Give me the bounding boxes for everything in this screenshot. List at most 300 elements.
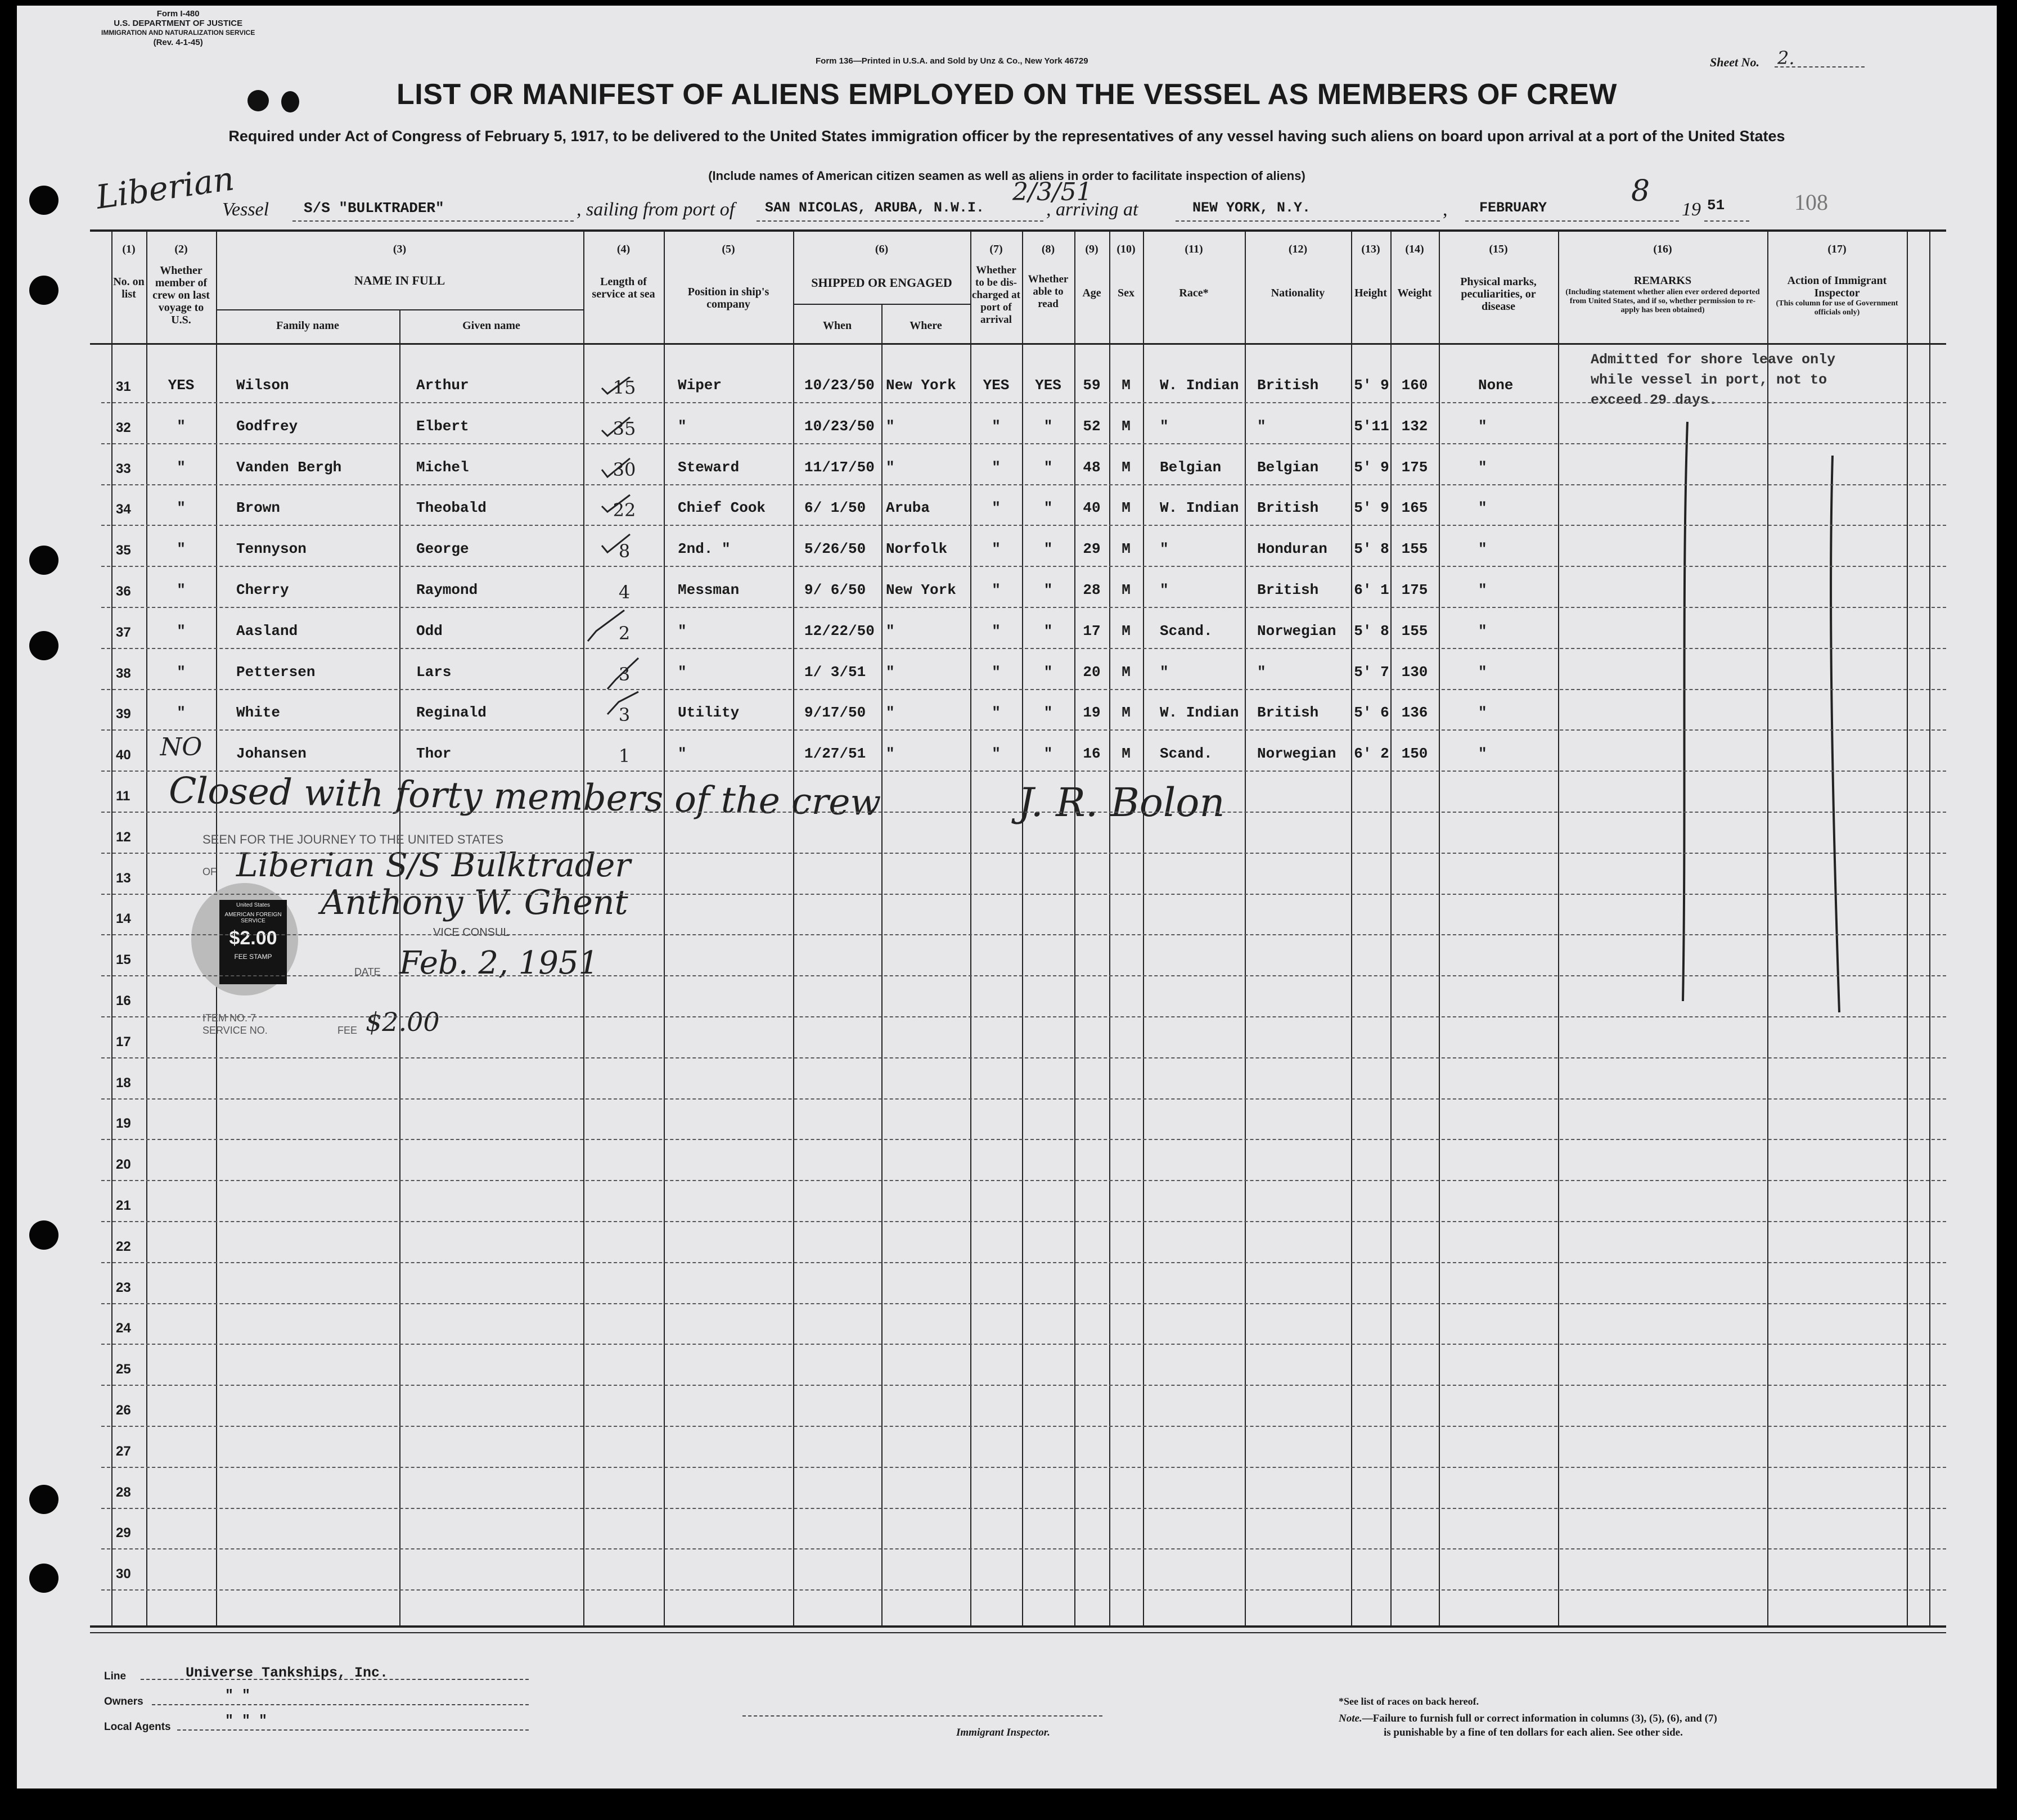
col-header-weight: Weight (1397, 287, 1432, 299)
cell-where: New York (886, 582, 956, 598)
cell-family: Vanden Bergh (236, 459, 342, 476)
inspector-label: Immigrant Inspector. (956, 1727, 1050, 1738)
cell-height: 5' 9 (1354, 459, 1389, 476)
col-line (1109, 229, 1110, 1628)
arrival-date-line (1465, 220, 1679, 222)
row-rule (101, 1262, 1946, 1263)
cell-nationality: " (1257, 418, 1266, 435)
cell-where: " (886, 745, 895, 762)
footer-agents-rule (177, 1729, 529, 1731)
cell-sex: M (1122, 499, 1131, 516)
fee-stamp-value: $2.00 (229, 927, 277, 949)
col-num-17: (17) (1827, 243, 1847, 255)
cell-nationality: " (1257, 664, 1266, 681)
cell-prev: " (177, 704, 186, 721)
cell-nationality: Norwegian (1257, 745, 1336, 762)
cell-prev: " (177, 459, 186, 476)
cell-service: 3 (618, 664, 631, 685)
cell-service: 1 (618, 745, 631, 767)
col-line (1245, 229, 1246, 1628)
cell-race: " (1160, 582, 1169, 598)
name-subheader-divider (216, 309, 583, 310)
col-header-no-on-list: No. on list (113, 276, 145, 300)
vessel-name-line (292, 220, 574, 222)
fee-stamp-bottom: FEE STAMP (234, 953, 272, 961)
cell-where: Aruba (886, 499, 930, 516)
cell-age: 19 (1083, 704, 1101, 721)
cell-marks: " (1478, 418, 1487, 435)
cell-discharged: " (992, 499, 1001, 516)
port-to-line (1176, 220, 1440, 222)
binder-hole (29, 631, 58, 660)
port-from-line (757, 220, 1043, 222)
cell-age: 52 (1083, 418, 1101, 435)
col-line (970, 229, 971, 1628)
row-rule (101, 1508, 1946, 1509)
row-number: 36 (116, 584, 131, 599)
empty-row-number: 18 (116, 1075, 131, 1091)
remarks-text: Admitted for shore leave only while vessel in port, not to exceed 29 days. (1591, 352, 1836, 408)
cell-age: 17 (1083, 623, 1101, 639)
cell-given: Reginald (416, 704, 487, 721)
vice-consul-signature: Anthony W. Ghent (321, 883, 628, 922)
fee-stamp (219, 900, 287, 984)
cell-given: Theobald (416, 499, 487, 516)
empty-row-number: 29 (116, 1525, 131, 1540)
cell-weight: 155 (1401, 540, 1428, 557)
row-rule (101, 729, 1946, 731)
cell-read: " (1043, 499, 1053, 516)
cell-read: " (1043, 704, 1053, 721)
row-rule (101, 1221, 1946, 1222)
cell-marks: " (1478, 745, 1487, 762)
cell-service: 35 (613, 418, 636, 439)
cell-race: Scand. (1160, 623, 1213, 639)
consular-date-label: DATE (354, 966, 381, 977)
footer-owners-value: " " (225, 1687, 251, 1704)
col-header-inspector-note: (This column for use of Government officials only) (1776, 299, 1898, 317)
cell-family: Cherry (236, 582, 289, 598)
col-header-inspector-action: Action of Immigrant Inspector (1787, 274, 1887, 299)
vice-consul-title: VICE CONSUL (433, 926, 510, 939)
cell-prev: " (177, 418, 186, 435)
cell-marks: None (1478, 377, 1514, 394)
cell-weight: 136 (1401, 704, 1428, 721)
cell-height: 5' 7 (1354, 664, 1389, 681)
row-rule (101, 566, 1946, 567)
empty-row-number: 14 (116, 911, 131, 926)
cell-position: Utility (678, 704, 740, 721)
col-header-discharged: Whether to be dis-charged at port of arrival (971, 264, 1020, 326)
row-rule (101, 525, 1946, 526)
cell-race: Scand. (1160, 745, 1213, 762)
row-number: 32 (116, 420, 131, 435)
cell-height: 5' 8 (1354, 540, 1389, 557)
cell-read: " (1043, 540, 1053, 557)
col-line (1143, 229, 1144, 1628)
penalty-note-cont: is punishable by a fine of ten dollars for each alien. See other side. (1384, 1727, 1683, 1738)
vessel-name: S/S "BULKTRADER" (304, 200, 444, 217)
remarks-ditto-line (1671, 416, 1704, 1007)
col-line (583, 229, 584, 1628)
cell-given: Elbert (416, 418, 469, 435)
cell-sex: M (1122, 745, 1131, 762)
footer-agents-label: Local Agents (104, 1721, 171, 1733)
cell-given: Raymond (416, 582, 478, 598)
table-top-border (90, 229, 1946, 232)
col-line (146, 229, 147, 1628)
form-revision: (Rev. 4-1-45) (153, 38, 203, 47)
cell-given: Thor (416, 745, 452, 762)
cell-family: White (236, 704, 281, 721)
col-line (1351, 229, 1352, 1628)
consular-service-label: SERVICE NO. (202, 1025, 268, 1036)
cell-marks: " (1478, 664, 1487, 681)
vessel-flag-handwritten: Liberian (93, 159, 237, 217)
cell-when: 6/ 1/50 (804, 499, 866, 516)
cell-read: " (1043, 745, 1053, 762)
col-header-shipped: SHIPPED OR ENGAGED (811, 276, 952, 290)
cell-family: Pettersen (236, 664, 316, 681)
sheet-label: Sheet No. (1710, 55, 1759, 69)
cell-position: 2nd. " (678, 540, 731, 557)
cell-prev: " (177, 664, 186, 681)
cell-height: 5' 9 (1354, 499, 1389, 516)
master-signature: J. R. Bolon (1018, 780, 1225, 826)
closing-statement: Closed with forty members of the crew (168, 769, 881, 825)
col-line (1907, 229, 1908, 1628)
page-title: LIST OR MANIFEST OF ALIENS EMPLOYED ON THE VESSEL AS MEMBERS OF CREW (397, 78, 1617, 111)
cell-given: Odd (416, 623, 443, 639)
cell-position: Wiper (678, 377, 722, 394)
arrival-day: 8 (1631, 174, 1650, 208)
cell-marks: " (1478, 623, 1487, 639)
consular-of-value: Liberian S/S Bulktrader (236, 846, 631, 884)
handwritten-date: 2/3/51 (1012, 178, 1092, 206)
cell-given: Arthur (416, 377, 469, 394)
cell-sex: M (1122, 704, 1131, 721)
cell-when: 9/ 6/50 (804, 582, 866, 598)
cell-age: 28 (1083, 582, 1101, 598)
col-header-where: Where (910, 319, 942, 332)
cell-nationality: British (1257, 582, 1319, 598)
cell-read: " (1043, 582, 1053, 598)
cell-prev: YES (168, 377, 195, 394)
year-prefix: 19 (1682, 199, 1701, 220)
row-rule (101, 1098, 1946, 1100)
col-header-remarks: REMARKS (1633, 274, 1692, 287)
col-header-length-of-service: Length of service at sea (592, 276, 655, 300)
cell-when: 10/23/50 (804, 418, 875, 435)
cell-position: Chief Cook (678, 499, 766, 516)
cell-race: W. Indian (1160, 377, 1239, 394)
cell-discharged: " (992, 704, 1001, 721)
row-rule (101, 1426, 1946, 1427)
empty-row-number: 23 (116, 1280, 131, 1295)
row-rule (101, 607, 1946, 608)
cell-when: 10/23/50 (804, 377, 875, 394)
cell-where: Norfolk (886, 540, 948, 557)
row-number: 37 (116, 625, 131, 640)
printer-note: Form 136—Printed in U.S.A. and Sold by Unz & Co., New York 46729 (816, 56, 1088, 66)
page-stamp: 108 (1794, 190, 1828, 215)
cell-position: " (678, 745, 687, 762)
row-rule (101, 648, 1946, 649)
cell-discharged: YES (983, 377, 1010, 394)
cell-family: Aasland (236, 623, 298, 639)
empty-row-number: 11 (116, 789, 130, 804)
col-num-1: (1) (122, 243, 136, 255)
vessel-label: Vessel (222, 199, 269, 220)
binder-hole (29, 1564, 58, 1593)
col-num-3: (3) (393, 243, 407, 255)
consular-item-label: ITEM NO. 7 (202, 1012, 256, 1024)
empty-row-number: 25 (116, 1362, 131, 1377)
row-rule (101, 853, 1946, 854)
col-header-able-to-read: Whether able to read (1028, 273, 1069, 310)
empty-row-number: 17 (116, 1034, 131, 1049)
cell-sex: M (1122, 582, 1131, 598)
cell-family: Brown (236, 499, 281, 516)
col-header-when: When (822, 319, 852, 332)
empty-row-number: 27 (116, 1444, 131, 1459)
cell-weight: 150 (1401, 745, 1428, 762)
col-num-2: (2) (174, 243, 188, 255)
col-line (1558, 229, 1559, 1628)
binder-hole (29, 1485, 58, 1514)
consular-of-label: OF (202, 866, 217, 877)
cell-family: Wilson (236, 377, 289, 394)
manifest-sheet (17, 6, 1997, 1789)
sheet-number: 2. (1777, 47, 1795, 69)
consular-fee-label: FEE (337, 1025, 358, 1036)
row-number: 39 (116, 706, 131, 722)
cell-height: 5' 9 (1354, 377, 1389, 394)
arrival-year: 51 (1707, 197, 1725, 214)
cell-marks: " (1478, 704, 1487, 721)
row-rule (101, 1548, 1946, 1549)
col-header-race: Race* (1179, 287, 1209, 299)
col-header-height: Height (1354, 287, 1387, 299)
cell-service: 8 (618, 540, 631, 562)
sheet-number-line (1775, 66, 1865, 67)
year-line (1704, 220, 1749, 222)
fee-stamp-service: AMERICAN FOREIGN SERVICE (224, 912, 282, 924)
cell-discharged: " (992, 582, 1001, 598)
cell-where: " (886, 459, 895, 476)
cell-service: 30 (613, 459, 636, 480)
cell-race: W. Indian (1160, 499, 1239, 516)
header-bottom-border (90, 343, 1946, 345)
department-name: U.S. DEPARTMENT OF JUSTICE (114, 19, 243, 28)
comma: , (1443, 199, 1448, 220)
arrival-month: FEBRUARY (1479, 200, 1547, 216)
col-num-4: (4) (616, 243, 631, 255)
row-number: 33 (116, 461, 131, 476)
cell-read: " (1043, 623, 1053, 639)
col-line (1390, 229, 1392, 1628)
cell-weight: 165 (1401, 499, 1428, 516)
cell-when: 11/17/50 (804, 459, 875, 476)
col-num-16: (16) (1653, 243, 1672, 255)
cell-height: 5' 8 (1354, 623, 1389, 639)
col-line (1074, 229, 1075, 1628)
cell-position: " (678, 623, 687, 639)
races-note: *See list of races on back hereof. (1339, 1696, 1479, 1707)
cell-read: " (1043, 664, 1053, 681)
row-rule (101, 771, 1946, 772)
empty-row-number: 16 (116, 993, 131, 1008)
cell-where: " (886, 623, 895, 639)
row-rule (101, 1467, 1946, 1468)
cell-when: 5/26/50 (804, 540, 866, 557)
cell-position: Messman (678, 582, 740, 598)
table-bottom-border-2 (90, 1632, 1946, 1633)
cell-position: " (678, 418, 687, 435)
cell-weight: 160 (1401, 377, 1428, 394)
row-rule (101, 812, 1946, 813)
col-line (1439, 229, 1440, 1628)
cell-height: 5'11 (1354, 418, 1389, 435)
cell-discharged: " (992, 540, 1001, 557)
empty-row-number: 22 (116, 1239, 131, 1254)
cell-prev: " (177, 540, 186, 557)
col-header-physical-marks: Physical marks, peculiarities, or disease (1460, 276, 1537, 313)
cell-race: " (1160, 418, 1169, 435)
cell-marks: " (1478, 540, 1487, 557)
row-rule (101, 1385, 1946, 1386)
penalty-note (1339, 1713, 1717, 1725)
binder-hole (29, 186, 58, 215)
inspector-ditto-line (1817, 450, 1851, 1018)
cell-service: 22 (613, 499, 636, 521)
col-header-remarks-note: (Including statement whether alien ever ordered deported from United States, and if so, whether permission to re-apply has been obtained) (1565, 288, 1760, 314)
cell-given: George (416, 540, 469, 557)
col-num-9: (9) (1085, 243, 1098, 255)
binder-hole (29, 276, 58, 305)
cell-family: Godfrey (236, 418, 298, 435)
cell-service: 4 (618, 582, 631, 603)
cell-service: 3 (618, 704, 631, 726)
row-rule (101, 1589, 1946, 1591)
row-rule (101, 1180, 1946, 1181)
cell-weight: 175 (1401, 459, 1428, 476)
footer-line-value: Universe Tankships, Inc. (186, 1665, 389, 1681)
cell-age: 20 (1083, 664, 1101, 681)
cell-nationality: British (1257, 499, 1319, 516)
cell-nationality: British (1257, 704, 1319, 721)
cell-service: 15 (613, 377, 636, 398)
cell-where: " (886, 704, 895, 721)
col-header-age: Age (1082, 287, 1101, 299)
cell-weight: 132 (1401, 418, 1428, 435)
empty-row-number: 21 (116, 1198, 131, 1213)
empty-row-number: 19 (116, 1116, 131, 1131)
cell-service: 2 (618, 623, 631, 644)
cell-nationality: Honduran (1257, 540, 1327, 557)
row-rule (101, 1139, 1946, 1140)
consular-date-value: Feb. 2, 1951 (399, 945, 599, 981)
form-identification (101, 9, 255, 47)
cell-marks: " (1478, 459, 1487, 476)
col-header-given-name: Given name (462, 319, 520, 332)
row-rule (101, 1344, 1946, 1345)
empty-row-number: 15 (116, 952, 131, 967)
col-num-11: (11) (1185, 243, 1203, 255)
cell-weight: 130 (1401, 664, 1428, 681)
row-rule (101, 402, 1946, 403)
cell-family: Tennyson (236, 540, 307, 557)
cell-race: Belgian (1160, 459, 1222, 476)
shipped-subheader-divider (793, 304, 970, 305)
cell-where: New York (886, 377, 956, 394)
binder-hole (29, 546, 58, 575)
page-subtitle: Required under Act of Congress of February 5, 1917, to be delivered to the United States immigration officer by the representatives of any vessel having such aliens on board upon arrival at a port of the United States (228, 128, 1785, 145)
footer-line-rule (141, 1679, 529, 1680)
cell-read: " (1043, 459, 1053, 476)
col-num-7: (7) (989, 243, 1003, 255)
row-rule (101, 484, 1946, 485)
cell-weight: 155 (1401, 623, 1428, 639)
cell-sex: M (1122, 377, 1131, 394)
service-check-marks (585, 377, 664, 731)
empty-row-number: 30 (116, 1566, 131, 1582)
cell-position: " (678, 664, 687, 681)
col-line (664, 229, 665, 1628)
cell-where: " (886, 418, 895, 435)
cell-discharged: " (992, 418, 1001, 435)
cell-nationality: Norwegian (1257, 623, 1336, 639)
col-num-13: (13) (1361, 243, 1380, 255)
consular-seen-line: SEEN FOR THE JOURNEY TO THE UNITED STATES (202, 832, 504, 846)
row-rule (101, 975, 1946, 976)
cell-family: Johansen (236, 745, 307, 762)
cell-height: 6' 2 (1354, 745, 1389, 762)
cell-read: YES (1035, 377, 1061, 394)
cell-marks: " (1478, 582, 1487, 598)
empty-row-number: 12 (116, 830, 131, 845)
empty-row-number: 24 (116, 1321, 131, 1336)
penalty-note-label: Note. (1339, 1713, 1362, 1724)
subtitle-note: (Include names of American citizen seamen as well as aliens in order to facilitate inspection of aliens) (708, 169, 1305, 183)
col-header-position: Position in ship's company (687, 286, 769, 310)
port-from: SAN NICOLAS, ARUBA, N.W.I. (765, 200, 985, 216)
row-rule (101, 1057, 1946, 1058)
col-line (111, 229, 112, 1628)
row-number: 31 (116, 379, 131, 394)
form-number: Form I-480 (156, 9, 200, 19)
cell-sex: M (1122, 623, 1131, 639)
cell-weight: 175 (1401, 582, 1428, 598)
cell-prev: " (177, 623, 186, 639)
cell-age: 59 (1083, 377, 1101, 394)
col-line (793, 229, 794, 1628)
cell-height: 6' 1 (1354, 582, 1389, 598)
row-number: 40 (116, 747, 131, 763)
row-rule (101, 1303, 1946, 1304)
col-line (1767, 229, 1768, 1628)
port-to: NEW YORK, N.Y. (1192, 200, 1311, 216)
cell-given: Lars (416, 664, 452, 681)
cell-prev: NO (160, 733, 202, 762)
cell-race: W. Indian (1160, 704, 1239, 721)
cell-age: 16 (1083, 745, 1101, 762)
cell-age: 48 (1083, 459, 1101, 476)
cell-where: " (886, 664, 895, 681)
inspector-signature-line (742, 1715, 1102, 1717)
cell-prev: " (177, 582, 186, 598)
col-header-sex: Sex (1118, 287, 1134, 299)
